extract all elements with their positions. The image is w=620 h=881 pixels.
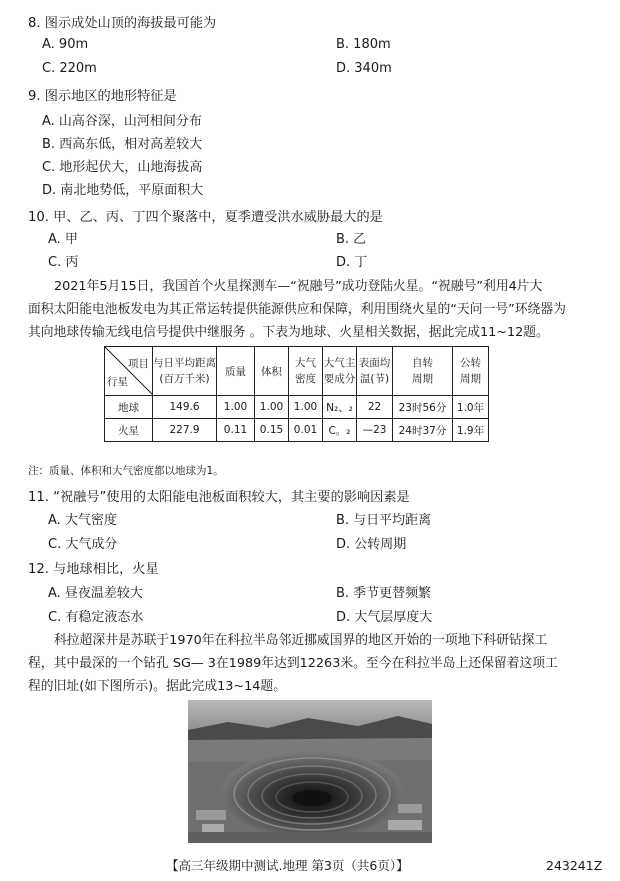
- header-rotation: 自转 周期: [393, 347, 453, 396]
- table-cell: 24时37分: [393, 419, 453, 442]
- table-cell: 0.15: [255, 419, 289, 442]
- table-cell: C。₂: [323, 419, 357, 442]
- table-header-row: [105, 347, 489, 396]
- header-composition: 大气主 要成分: [323, 347, 357, 396]
- table-cell: 227.9: [153, 419, 217, 442]
- question-9-stem: 9. 图示地区的地形特征是: [28, 89, 177, 104]
- q10-option-d[interactable]: D. 丁: [336, 255, 368, 270]
- table-cell: 1.00: [289, 396, 323, 419]
- table-cell: —23: [357, 419, 393, 442]
- footer-code: 243241Z: [546, 858, 603, 873]
- pit-photo: [188, 700, 432, 843]
- header-distance: 与日平均距离 (百万千米): [153, 347, 217, 396]
- q12-option-c[interactable]: C. 有稳定液态水: [48, 610, 144, 625]
- table-cell: 0.01: [289, 419, 323, 442]
- table-cell: 1.9年: [453, 419, 489, 442]
- table-cell: 22: [357, 396, 393, 419]
- table-row: [105, 396, 489, 419]
- q12-option-d[interactable]: D. 大气层厚度大: [336, 610, 433, 625]
- header-revolution: 公转 周期: [453, 347, 489, 396]
- question-11-stem: 11. “祝融号”使用的太阳能电池板面积较大，其主要的影响因素是: [28, 490, 410, 505]
- passage-mars-line-2: 面积太阳能电池板发电为其正常运转提供能源供应和保障，利用围绕火星的“天问一号”环绕器为: [28, 302, 566, 317]
- q9-option-c[interactable]: C. 地形起伏大，山地海拔高: [42, 160, 203, 175]
- planet-data-table: [104, 346, 489, 442]
- q11-option-c[interactable]: C. 大气成分: [48, 537, 118, 552]
- table-cell: N₂、₂: [323, 396, 357, 419]
- question-10-stem: 10. 甲、乙、丙、丁四个聚落中，夏季遭受洪水威胁最大的是: [28, 210, 383, 225]
- header-volume: 体积: [255, 347, 289, 396]
- passage-mars: [28, 275, 594, 344]
- q10-option-c[interactable]: C. 丙: [48, 255, 79, 270]
- table-row: [105, 419, 489, 442]
- q10-option-b[interactable]: B. 乙: [336, 232, 367, 247]
- table-cell: 1.0年: [453, 396, 489, 419]
- passage-kola-line-2: 程，其中最深的一个钻孔 SG— 3在1989年达到12263米。至今在科拉半岛上还保留着这项工: [28, 656, 558, 671]
- header-mass: 质量: [217, 347, 255, 396]
- passage-mars-line-1: 2021年5月15日，我国首个火星探测车—“祝融号”成功登陆火星。“祝融号”利用4片大: [54, 279, 543, 294]
- question-8-stem: 8. 图示成处山顶的海拔最可能为: [28, 16, 217, 31]
- table-cell: 火星: [105, 419, 153, 442]
- pit-photo-graphic: [188, 700, 432, 843]
- table-note: 注：质量、体积和大气密度都以地球为1。: [28, 465, 224, 477]
- corner-label-item: 项目: [128, 358, 149, 370]
- q11-option-d[interactable]: D. 公转周期: [336, 537, 407, 552]
- table-cell: 23时56分: [393, 396, 453, 419]
- q11-option-b[interactable]: B. 与日平均距离: [336, 513, 432, 528]
- passage-mars-line-3: 其向地球传输无线电信号提供中继服务 。下表为地球、火星相关数据，据此完成11~12题。: [28, 325, 549, 340]
- header-temperature: 表面均 温(节): [357, 347, 393, 396]
- q12-option-a[interactable]: A. 昼夜温差较大: [48, 586, 143, 601]
- q11-option-a[interactable]: A. 大气密度: [48, 513, 117, 528]
- table-cell: 0.11: [217, 419, 255, 442]
- q10-option-a[interactable]: A. 甲: [48, 232, 78, 247]
- footer-page-info: 【高三年级期中测试.地理 第3页（共6页）】: [166, 858, 409, 873]
- corner-label-planet: 行星: [107, 376, 128, 388]
- q9-option-a[interactable]: A. 山高谷深，山河相间分布: [42, 114, 202, 129]
- q8-option-c[interactable]: C. 220m: [42, 61, 97, 76]
- q9-option-b[interactable]: B. 西高东低，相对高差较大: [42, 137, 203, 152]
- table-cell: 1.00: [217, 396, 255, 419]
- q9-option-d[interactable]: D. 南北地势低，平原面积大: [42, 183, 204, 198]
- table-cell: 149.6: [153, 396, 217, 419]
- question-12-stem: 12. 与地球相比，火星: [28, 562, 159, 577]
- table-cell: 地球: [105, 396, 153, 419]
- passage-kola-line-1: 科拉超深井是苏联于1970年在科拉半岛邻近挪威国界的地区开始的一项地下科研钻探工: [54, 633, 548, 648]
- q8-option-a[interactable]: A. 90m: [42, 37, 89, 52]
- header-density: 大气 密度: [289, 347, 323, 396]
- table-cell: 1.00: [255, 396, 289, 419]
- table-corner-cell: [105, 347, 153, 396]
- passage-kola: [28, 629, 594, 698]
- q12-option-b[interactable]: B. 季节更替频繁: [336, 586, 432, 601]
- passage-kola-line-3: 程的旧址(如下图所示)。据此完成13~14题。: [28, 679, 287, 694]
- q8-option-d[interactable]: D. 340m: [336, 61, 392, 76]
- q8-option-b[interactable]: B. 180m: [336, 37, 391, 52]
